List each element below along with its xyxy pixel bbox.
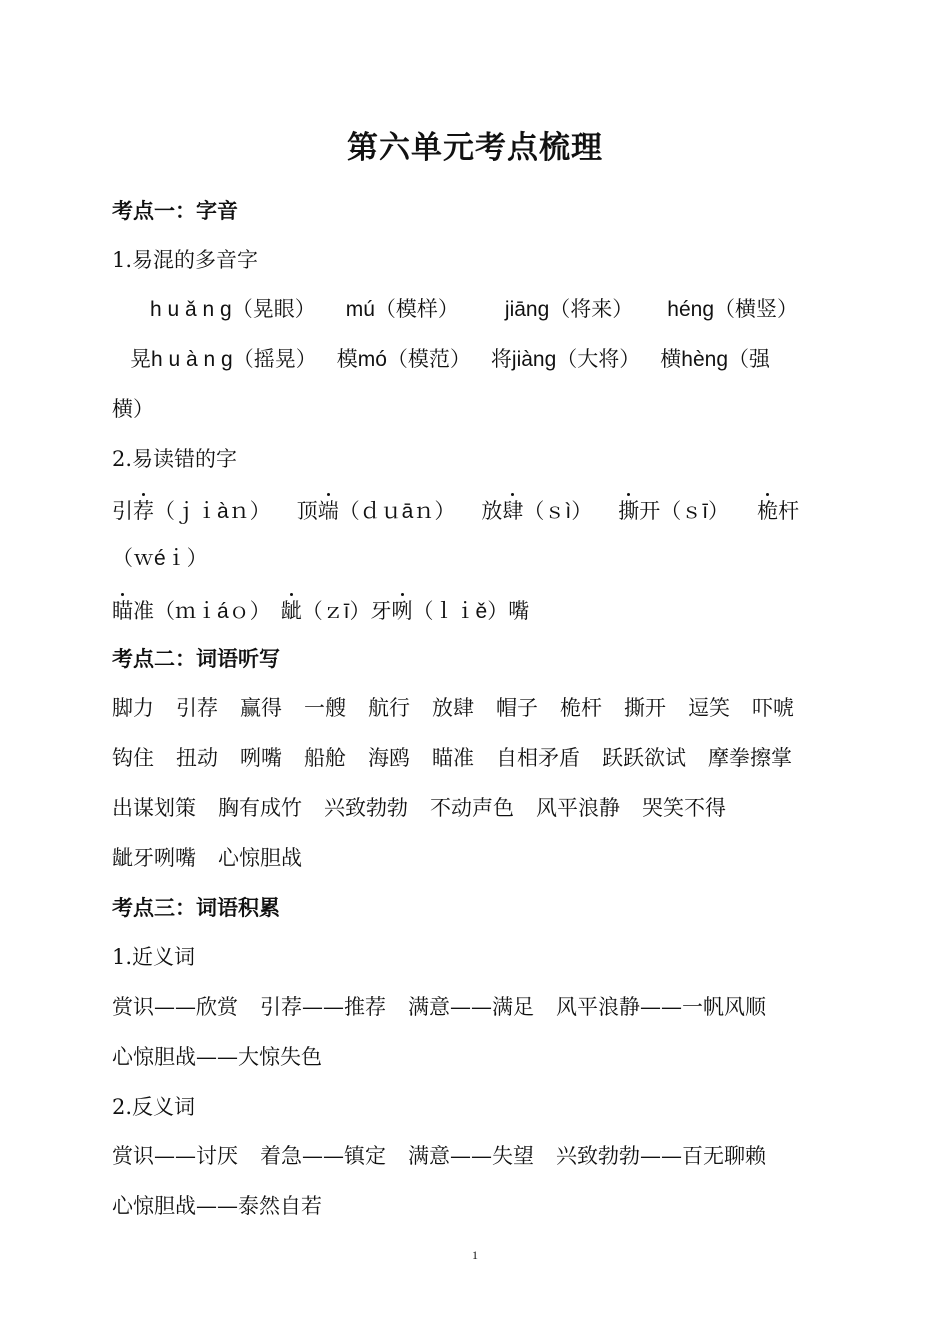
section-3-sub-1: 1.近义词 (112, 945, 196, 969)
pinyin: mó (357, 348, 387, 371)
dictation-word: 摩拳擦掌 (708, 746, 792, 770)
dictation-word: 不动声色 (430, 796, 514, 820)
section-2-heading: 考点二：词语听写 (112, 646, 280, 671)
char: 晃 (130, 347, 151, 371)
dictation-word: 出谋划策 (112, 796, 196, 820)
word: （模范） (386, 347, 471, 371)
pinyin: （ｌｉě） (412, 600, 509, 623)
synonym-row-2 (112, 1042, 322, 1072)
dictation-row-3 (112, 793, 726, 823)
word: （强 (728, 347, 771, 371)
pinyin: jiàng (511, 348, 557, 371)
pinyin: hèng (681, 348, 729, 371)
dotted-char: 咧 (391, 599, 413, 623)
synonym-pair: 心惊胆战——大惊失色 (112, 1045, 322, 1069)
dotted-char: 端 (317, 499, 339, 523)
word: （模样） (374, 297, 459, 321)
dotted-char: 瞄 (112, 599, 133, 623)
dictation-word: 心惊胆战 (218, 846, 302, 870)
dictation-word: 兴致勃勃 (324, 796, 408, 820)
dictation-word: 航行 (368, 696, 410, 720)
synonym-row-1 (112, 992, 766, 1022)
dictation-word: 脚力 (112, 696, 154, 720)
misread-row-3 (112, 596, 529, 627)
antonym-pair: 满意——失望 (408, 1144, 534, 1168)
pinyin: （ｓì） (523, 500, 593, 523)
dictation-word: 跃跃欲试 (602, 746, 686, 770)
dictation-word: 引荐 (176, 696, 218, 720)
pinyin: （ｍｉáｏ） (154, 600, 271, 623)
antonym-row-1 (112, 1141, 766, 1171)
synonym-pair: 风平浪静——一帆风顺 (556, 995, 766, 1019)
dictation-word: 桅杆 (560, 696, 602, 720)
dictation-word: 吓唬 (752, 696, 794, 720)
dictation-word: 哭笑不得 (642, 796, 726, 820)
pinyin: （ｄｕāｎ） (338, 500, 456, 523)
dictation-word: 赢得 (240, 696, 282, 720)
antonym-pair: 着急——镇定 (260, 1144, 386, 1168)
polyphone-row-1 (150, 294, 798, 325)
polyphone-row-3: 横） (112, 397, 154, 421)
dotted-char: 龇 (280, 599, 302, 623)
section-1-sub-1: 1.易混的多音字 (112, 248, 259, 272)
char: 杆 (778, 499, 800, 523)
char: 模 (336, 347, 358, 371)
dictation-word: 船舱 (304, 746, 346, 770)
dictation-word: 帽子 (496, 696, 538, 720)
dictation-word: 扭动 (176, 746, 218, 770)
dictation-row-4 (112, 843, 302, 873)
dictation-word: 瞄准 (432, 746, 474, 770)
dotted-char: 肆 (502, 499, 524, 523)
char: 开 (639, 499, 661, 523)
dotted-char: 荐 (133, 499, 154, 523)
dictation-row-2 (112, 743, 792, 773)
section-1-heading: 考点一：字音 (112, 198, 238, 223)
pinyin: h u à n g (151, 348, 233, 371)
section-3-sub-2: 2.反义词 (112, 1095, 196, 1119)
dictation-word: 咧嘴 (240, 746, 282, 770)
synonym-pair: 赏识——欣赏 (112, 995, 238, 1019)
pinyin: mú (345, 298, 375, 321)
dictation-word: 胸有成竹 (218, 796, 302, 820)
antonym-row-2 (112, 1191, 322, 1221)
synonym-pair: 满意——满足 (408, 995, 534, 1019)
dictation-word: 风平浪静 (536, 796, 620, 820)
dictation-word: 自相矛盾 (496, 746, 580, 770)
pinyin: jiāng (504, 298, 550, 321)
page-title: 第六单元考点梳理 (347, 130, 603, 166)
word: （横竖） (714, 297, 799, 321)
pinyin: （ｊｉàｎ） (154, 500, 271, 523)
word: （晃眼） (231, 297, 316, 321)
char: 引 (112, 499, 133, 523)
word: （摇晃） (232, 347, 317, 371)
misread-row-2: （ｗéｉ） (112, 547, 208, 570)
pinyin: héng (667, 298, 715, 321)
dictation-word: 海鸥 (368, 746, 410, 770)
antonym-pair: 兴致勃勃——百无聊赖 (556, 1144, 766, 1168)
dictation-word: 逗笑 (688, 696, 730, 720)
section-1-sub-2: 2.易读错的字 (112, 447, 238, 471)
dictation-word: 撕开 (624, 696, 666, 720)
dictation-word: 一艘 (304, 696, 346, 720)
antonym-pair: 赏识——讨厌 (112, 1144, 238, 1168)
char: 放 (481, 499, 503, 523)
dotted-char: 撕 (618, 499, 640, 523)
synonym-pair: 引荐——推荐 (260, 995, 386, 1019)
pinyin: （ｚī） (301, 600, 371, 623)
page-number: 1 (472, 1248, 478, 1262)
dotted-char: 桅 (757, 499, 779, 523)
polyphone-row-2 (130, 344, 770, 375)
word: （大将） (556, 347, 641, 371)
dictation-word: 钩住 (112, 746, 154, 770)
pinyin: （ｓī） (660, 500, 730, 523)
char: 牙 (370, 599, 392, 623)
char: 将 (490, 347, 512, 371)
char: 准 (133, 599, 154, 623)
antonym-pair: 心惊胆战——泰然自若 (112, 1194, 322, 1218)
section-3-heading: 考点三：词语积累 (112, 895, 280, 920)
word: （将来） (549, 297, 634, 321)
dictation-word: 龇牙咧嘴 (112, 846, 196, 870)
pinyin: h u ǎ n g (150, 298, 232, 321)
char: 横 (660, 347, 682, 371)
dictation-word: 放肆 (432, 696, 474, 720)
char: 顶 (296, 499, 318, 523)
dictation-row-1 (112, 693, 794, 723)
char: 嘴 (508, 599, 530, 623)
misread-row-1 (112, 496, 799, 527)
